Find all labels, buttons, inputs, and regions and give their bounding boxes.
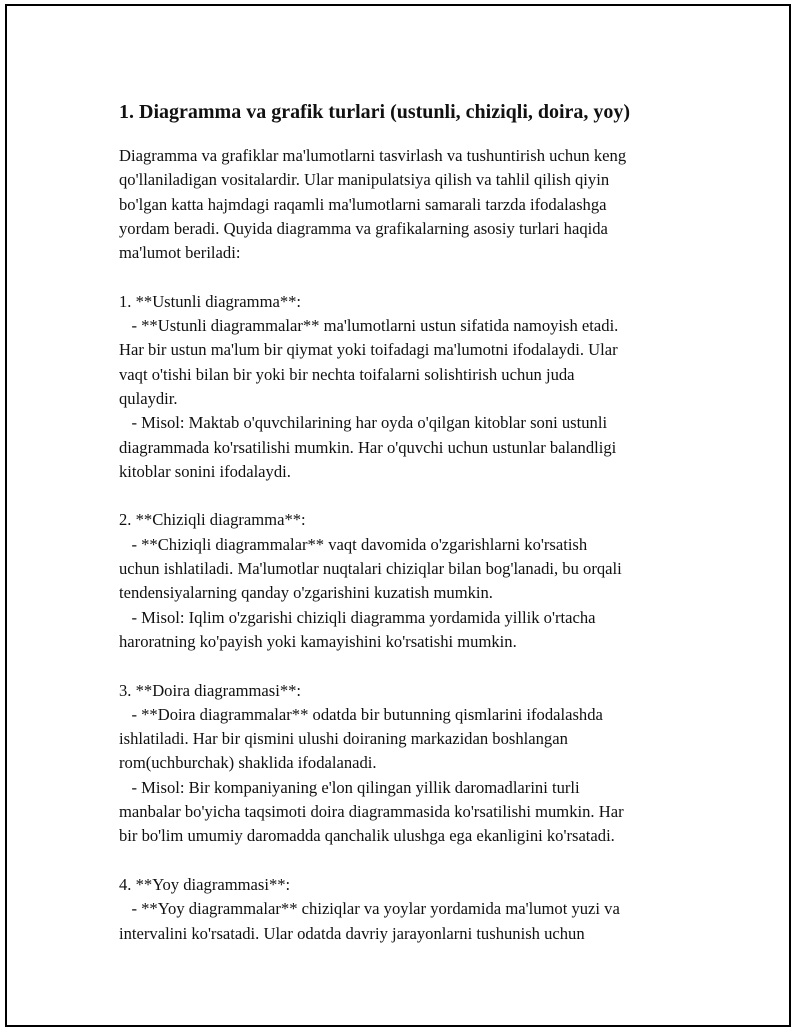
document-body: Diagramma va grafiklar ma'lumotlarni tasvirlash va tushuntirish uchun keng qo'llaniladigan vositalardir. Ular manipulatsiya qilish va tahlil qilish qiyin bo'lgan katta hajmdagi raqamli ma'lumotlarni samarali tarzda ifodalashga yordam beradi. Quyida diagramma va grafikalarning asosiy turlari haqida ma'lumot beriladi: 1. **Ustunli diagramma**: - **Ustunli diagrammalar** ma'lumotlarni ustun sifatida namoyish etadi. Har bir ustun ma'lum bir qiymat yoki toifadagi ma'lumotni ifodalaydi. Ular vaqt o'tishi bilan bir yoki bir nechta toifalarni solishtirish uchun juda qulaydir. - Misol: Maktab o'quvchilarining har oyda o'qilgan kitoblar soni ustunli diagrammada ko'rsatilishi mumkin. Har o'quvchi uchun ustunlar balandligi kitoblar sonini ifodalaydi. 2. **Chiziqli diagramma**: - **Chiziqli diagrammalar** vaqt davomida o'zgarishlarni ko'rsatish uchun ishlatiladi. Ma'lumotlar nuqtalari chiziqlar bilan bog'lanadi, bu orqali tendensiyalarning qanday o'zgarishini kuzatish mumkin. - Misol: Iqlim o'zgarishi chiziqli diagramma yordamida yillik o'rtacha haroratning ko'payish yoki kamayishini ko'rsatishi mumkin. 3. **Doira diagrammasi**: - **Doira diagrammalar** odatda bir butunning qismlarini ifodalashda ishlatiladi. Har bir qismini ulushi doiraning markazidan boshlangan rom(uchburchak) shaklida ifodalanadi. - Misol: Bir kompaniyaning e'lon qilingan yillik daromadlarini turli manbalar bo'yicha taqsimoti doira diagrammasida ko'rsatilishi mumkin. Har bir bo'lim umumiy daromadda qanchalik ulushga ega ekanligini ko'rsatadi. 4. **Yoy diagrammasi**: - **Yoy diagrammalar** chiziqlar va yoylar yordamida ma'lumot yuzi va intervalini ko'rsatadi. Ular odatda davriy jarayonlarni tushunish uchun bbox=[119, 146, 627, 943]
document-page bbox=[5, 4, 791, 1027]
document-content bbox=[119, 98, 689, 946]
document-title: 1. Diagramma va grafik turlari (ustunli, chiziqli, doira, yoy) bbox=[119, 101, 631, 123]
